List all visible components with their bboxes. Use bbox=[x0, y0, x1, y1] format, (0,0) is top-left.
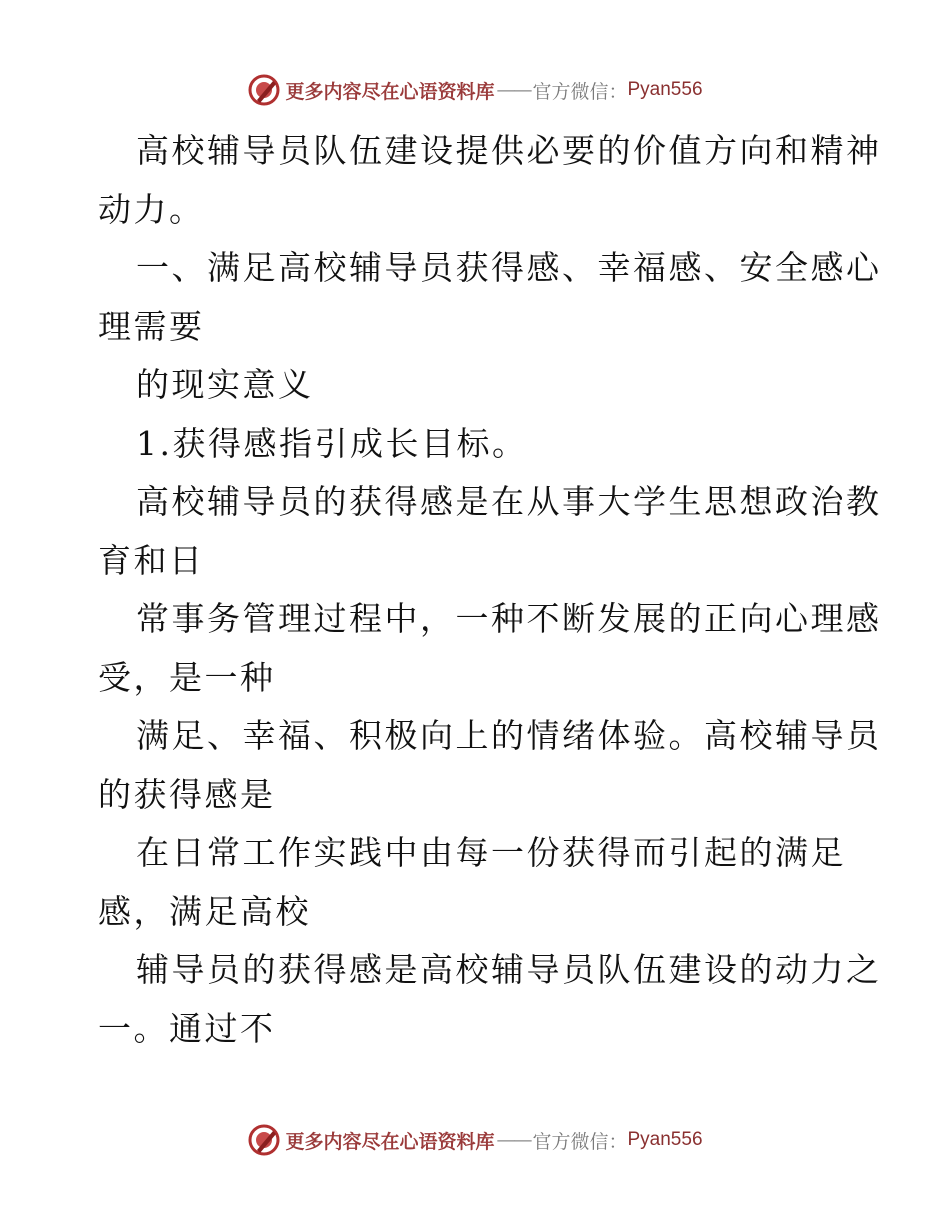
text-line: 的现实意义 bbox=[136, 365, 314, 404]
text-line: 育和日 bbox=[98, 540, 205, 580]
text-line: 动力。 bbox=[98, 189, 205, 229]
pen-logo-icon bbox=[247, 1123, 281, 1157]
text-line: 感，满足高校 bbox=[98, 891, 311, 931]
wechat-id: Pyan556 bbox=[627, 79, 703, 100]
wechat-label: 官方微信： bbox=[532, 1130, 628, 1153]
banner-dash: —— bbox=[496, 1129, 531, 1151]
text-line: 的获得感是 bbox=[98, 774, 276, 814]
text-line: 一、满足高校辅导员获得感、幸福感、安全感心 bbox=[136, 248, 882, 287]
header-watermark-banner bbox=[0, 70, 950, 110]
text-line: 受，是一种 bbox=[98, 657, 276, 697]
wechat-label: 官方微信： bbox=[532, 80, 628, 103]
text-line: 理需要 bbox=[98, 306, 205, 346]
pen-logo-icon bbox=[247, 73, 281, 107]
footer-watermark-banner bbox=[0, 1120, 950, 1160]
document-body bbox=[98, 122, 882, 1058]
site-name-text: 更多内容尽在心语资料库 bbox=[285, 80, 495, 103]
text-line: 在日常工作实践中由每一份获得而引起的满足 bbox=[136, 833, 846, 872]
site-name-text: 更多内容尽在心语资料库 bbox=[285, 1130, 495, 1153]
text-line: 高校辅导员队伍建设提供必要的价值方向和精神 bbox=[136, 131, 882, 170]
text-line: 满足、幸福、积极向上的情绪体验。高校辅导员 bbox=[136, 716, 882, 755]
wechat-id: Pyan556 bbox=[627, 1129, 703, 1150]
text-line: 辅导员的获得感是高校辅导员队伍建设的动力之 bbox=[136, 950, 882, 989]
text-line: 高校辅导员的获得感是在从事大学生思想政治教 bbox=[136, 482, 882, 521]
text-line: 一。通过不 bbox=[98, 1008, 276, 1048]
banner-dash: —— bbox=[496, 79, 531, 101]
text-line: 常事务管理过程中，一种不断发展的正向心理感 bbox=[136, 599, 882, 638]
text-line: 1.获得感指引成长目标。 bbox=[136, 423, 528, 463]
